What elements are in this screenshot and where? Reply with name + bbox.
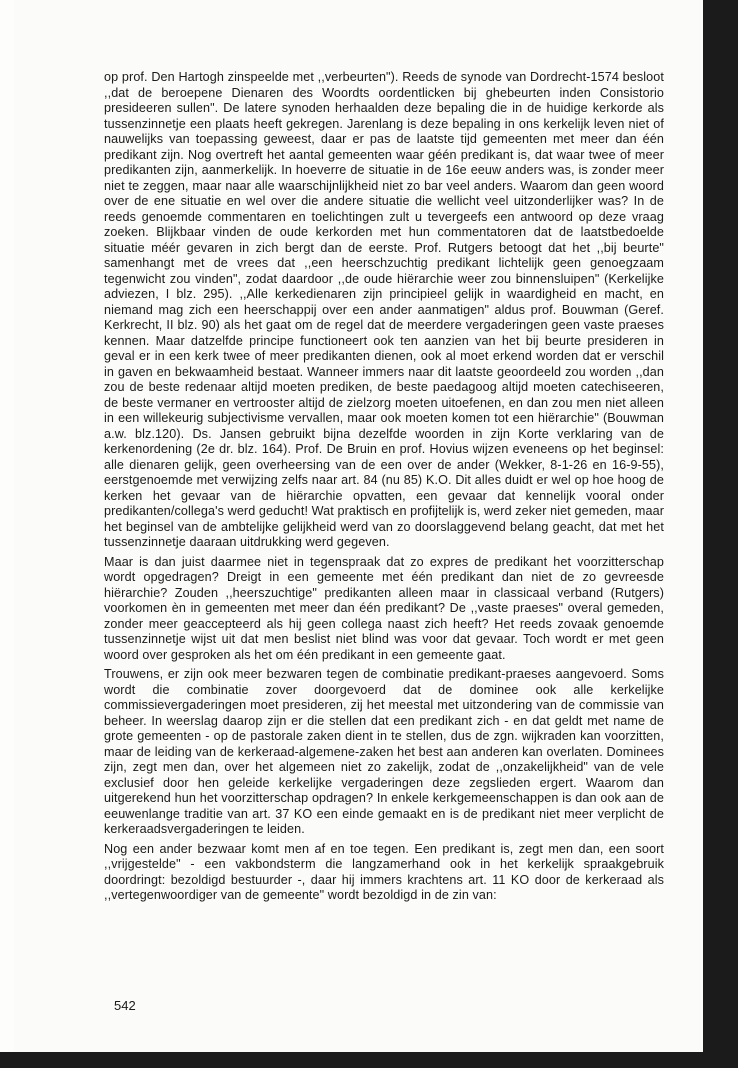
paragraph-3: Trouwens, er zijn ook meer bezwaren tegen de combinatie predikant-praeses aangevoerd. Soms wordt die combinatie zover doorgevoerd dat de dominee ook alle kerkelijke commissievergaderingen moet presideren, zij het meestal met uitzondering van de commissie van beheer. In weerslag daarop zijn er die stellen dat een predikant zich - en dat geldt met name de grote gemeenten - op de pastorale zaken dient in te stellen, dus de zgn. wijkraden kan voorzitten, maar de leiding van de kerkeraad-algemene-zaken het best aan anderen kan overlaten. Dominees zijn, zegt men dan, over het algemeen niet zo zakelijk, zodat de ,,onzakelijkheid" van de vele exclusief door hen geleide kerkelijke vergaderingen deze zegslieden ergert. Waarom dan uitgerekend hun het voorzitterschap opdragen? In enkele kerkgemeenschappen is dan ook aan de eeuwenlange traditie van art. 37 KO een einde gemaakt en is de predikant niet meer verplicht de kerkeraadsvergaderingen te leiden. xyxy=(104,667,664,836)
book-page xyxy=(14,0,703,1052)
page-number: 542 xyxy=(114,998,136,1013)
paragraph-1: op prof. Den Hartogh zinspeelde met ,,verbeurten"). Reeds de synode van Dordrecht-1574 besloot ,,dat de beroepene Dienaren des Woordts oordentlicken bij ghebeurten inden Consistorio presideeren sullen". De latere synoden herhaalden deze bepaling die in de huidige kerkorde als tussenzinnetje een plaats heeft gekregen. Jarenlang is deze bepaling in ons kerkelijk leven niet of nauwelijks van toepassing geweest, daar er pas de laatste tijd gemeenten met meer dan één predikant zijn. Nog overtreft het aantal gemeenten waar géén predikant is, dat waar twee of meer predikanten zijn, aanmerkelijk. In hoeverre de situatie in de 16e eeuw anders was, is zonder meer niet te zeggen, maar naar alle waarschijnlijkheid niet zo bar veel anders. Waarom dan geen woord over de ene situatie en wel over die andere situatie die wellicht veel uitzonderlijker was? In de reeds genoemde commentaren en toelichtingen zult u tevergeefs een antwoord op deze vraag zoeken. Blijkbaar vinden de oude kerkorden met hun commentatoren dat de laatstbedoelde situatie méér gevaren in zich bergt dan de eerste. Prof. Rutgers betoogt dat het ,,bij beurte" samenhangt met de vrees dat ,,een heerschzuchtig predikant lichtelijk geen genoegzaam tegenwicht zou vinden", zodat daardoor ,,de oude hiërarchie weer zou binnensluipen" (Kerkelijke adviezen, I blz. 295). ,,Alle kerkedienaren zijn principieel gelijk in waardigheid en macht, en niemand mag zich een heerschappij over een ander aanmatigen" aldus prof. Bouwman (Geref. Kerkrecht, II blz. 90) als het gaat om de regel dat de meerdere vergaderingen geen vaste praeses kennen. Maar datzelfde principe functioneert ook ten aanzien van het bij beurte presideren in geval er in een kerk twee of meer predikanten dienen, ook al moet erkend worden dat er verschil in gaven en bekwaamheid bestaat. Wanneer immers naar dit laatste geoordeeld zou worden ,,dan zou de beste redenaar altijd moeten prediken, de beste paedagoog altijd moeten catechiseeren, de beste vermaner en vertrooster altijd de zielzorg moeten uitoefenen, en dan zou men niet alleen in een willekeurig subjectivisme vervallen, maar ook moeten komen tot een hiërarchie" (Bouwman a.w. blz.120). Ds. Jansen gebruikt bijna dezelfde woorden in zijn Korte verklaring van de kerkenordening (2e dr. blz. 164). Prof. De Bruin en prof. Hovius wijzen eveneens op het beginsel: alle dienaren gelijk, geen overheersing van de een over de ander (Wekker, 8-1-26 en 16-9-55), eerstgenoemde met verwijzing zelfs naar art. 84 (nu 85) K.O. Dit alles duidt er wel op hoe hoog de kerken het gevaar van de hiërarchie opvatten, een gevaar dat kennelijk vooral onder predikanten/collega's werd geducht! Wat praktisch en profijtelijk is, werd zeker niet gemeden, maar het beginsel van de ambtelijke gelijkheid werd van zo doorslaggevend belang geacht, dat met het tussenzinnetje daaraan uitdrukking werd gegeven. xyxy=(104,70,664,549)
paragraph-4: Nog een ander bezwaar komt men af en toe tegen. Een predikant is, zegt men dan, een soort ,,vrijgestelde" - een vakbondsterm die langzamerhand ook in het kerkelijk spraakgebruik doordringt: bezoldigd bestuurder -, daar hij immers krachtens art. 11 KO door de kerkeraad als ,,vertegenwoordiger van de gemeente" wordt bezoldigd in de zin van: xyxy=(104,841,664,902)
paragraph-2: Maar is dan juist daarmee niet in tegenspraak dat zo expres de predikant het voorzitterschap wordt opgedragen? Dreigt in een gemeente met één predikant dan niet de zo gevreesde hiërarchie? Zouden ,,heerszuchtige" predikanten alleen maar in classicaal verband (Rutgers) voorkomen èn in gemeenten met meer dan één predikant? De ,,vaste praeses" overal gemeden, zonder meer geaccepteerd als hij geen collega naast zich heeft? Het reeds zovaak genoemde tussenzinnetje wijst uit dat men beslist niet blind was voor dat gevaar. Toch wordt er met geen woord over gesproken als het om één predikant in een gemeente gaat. xyxy=(104,554,664,662)
scan-edge-bottom xyxy=(0,1052,738,1068)
scan-edge-right xyxy=(703,0,738,1068)
body-text xyxy=(104,70,664,908)
